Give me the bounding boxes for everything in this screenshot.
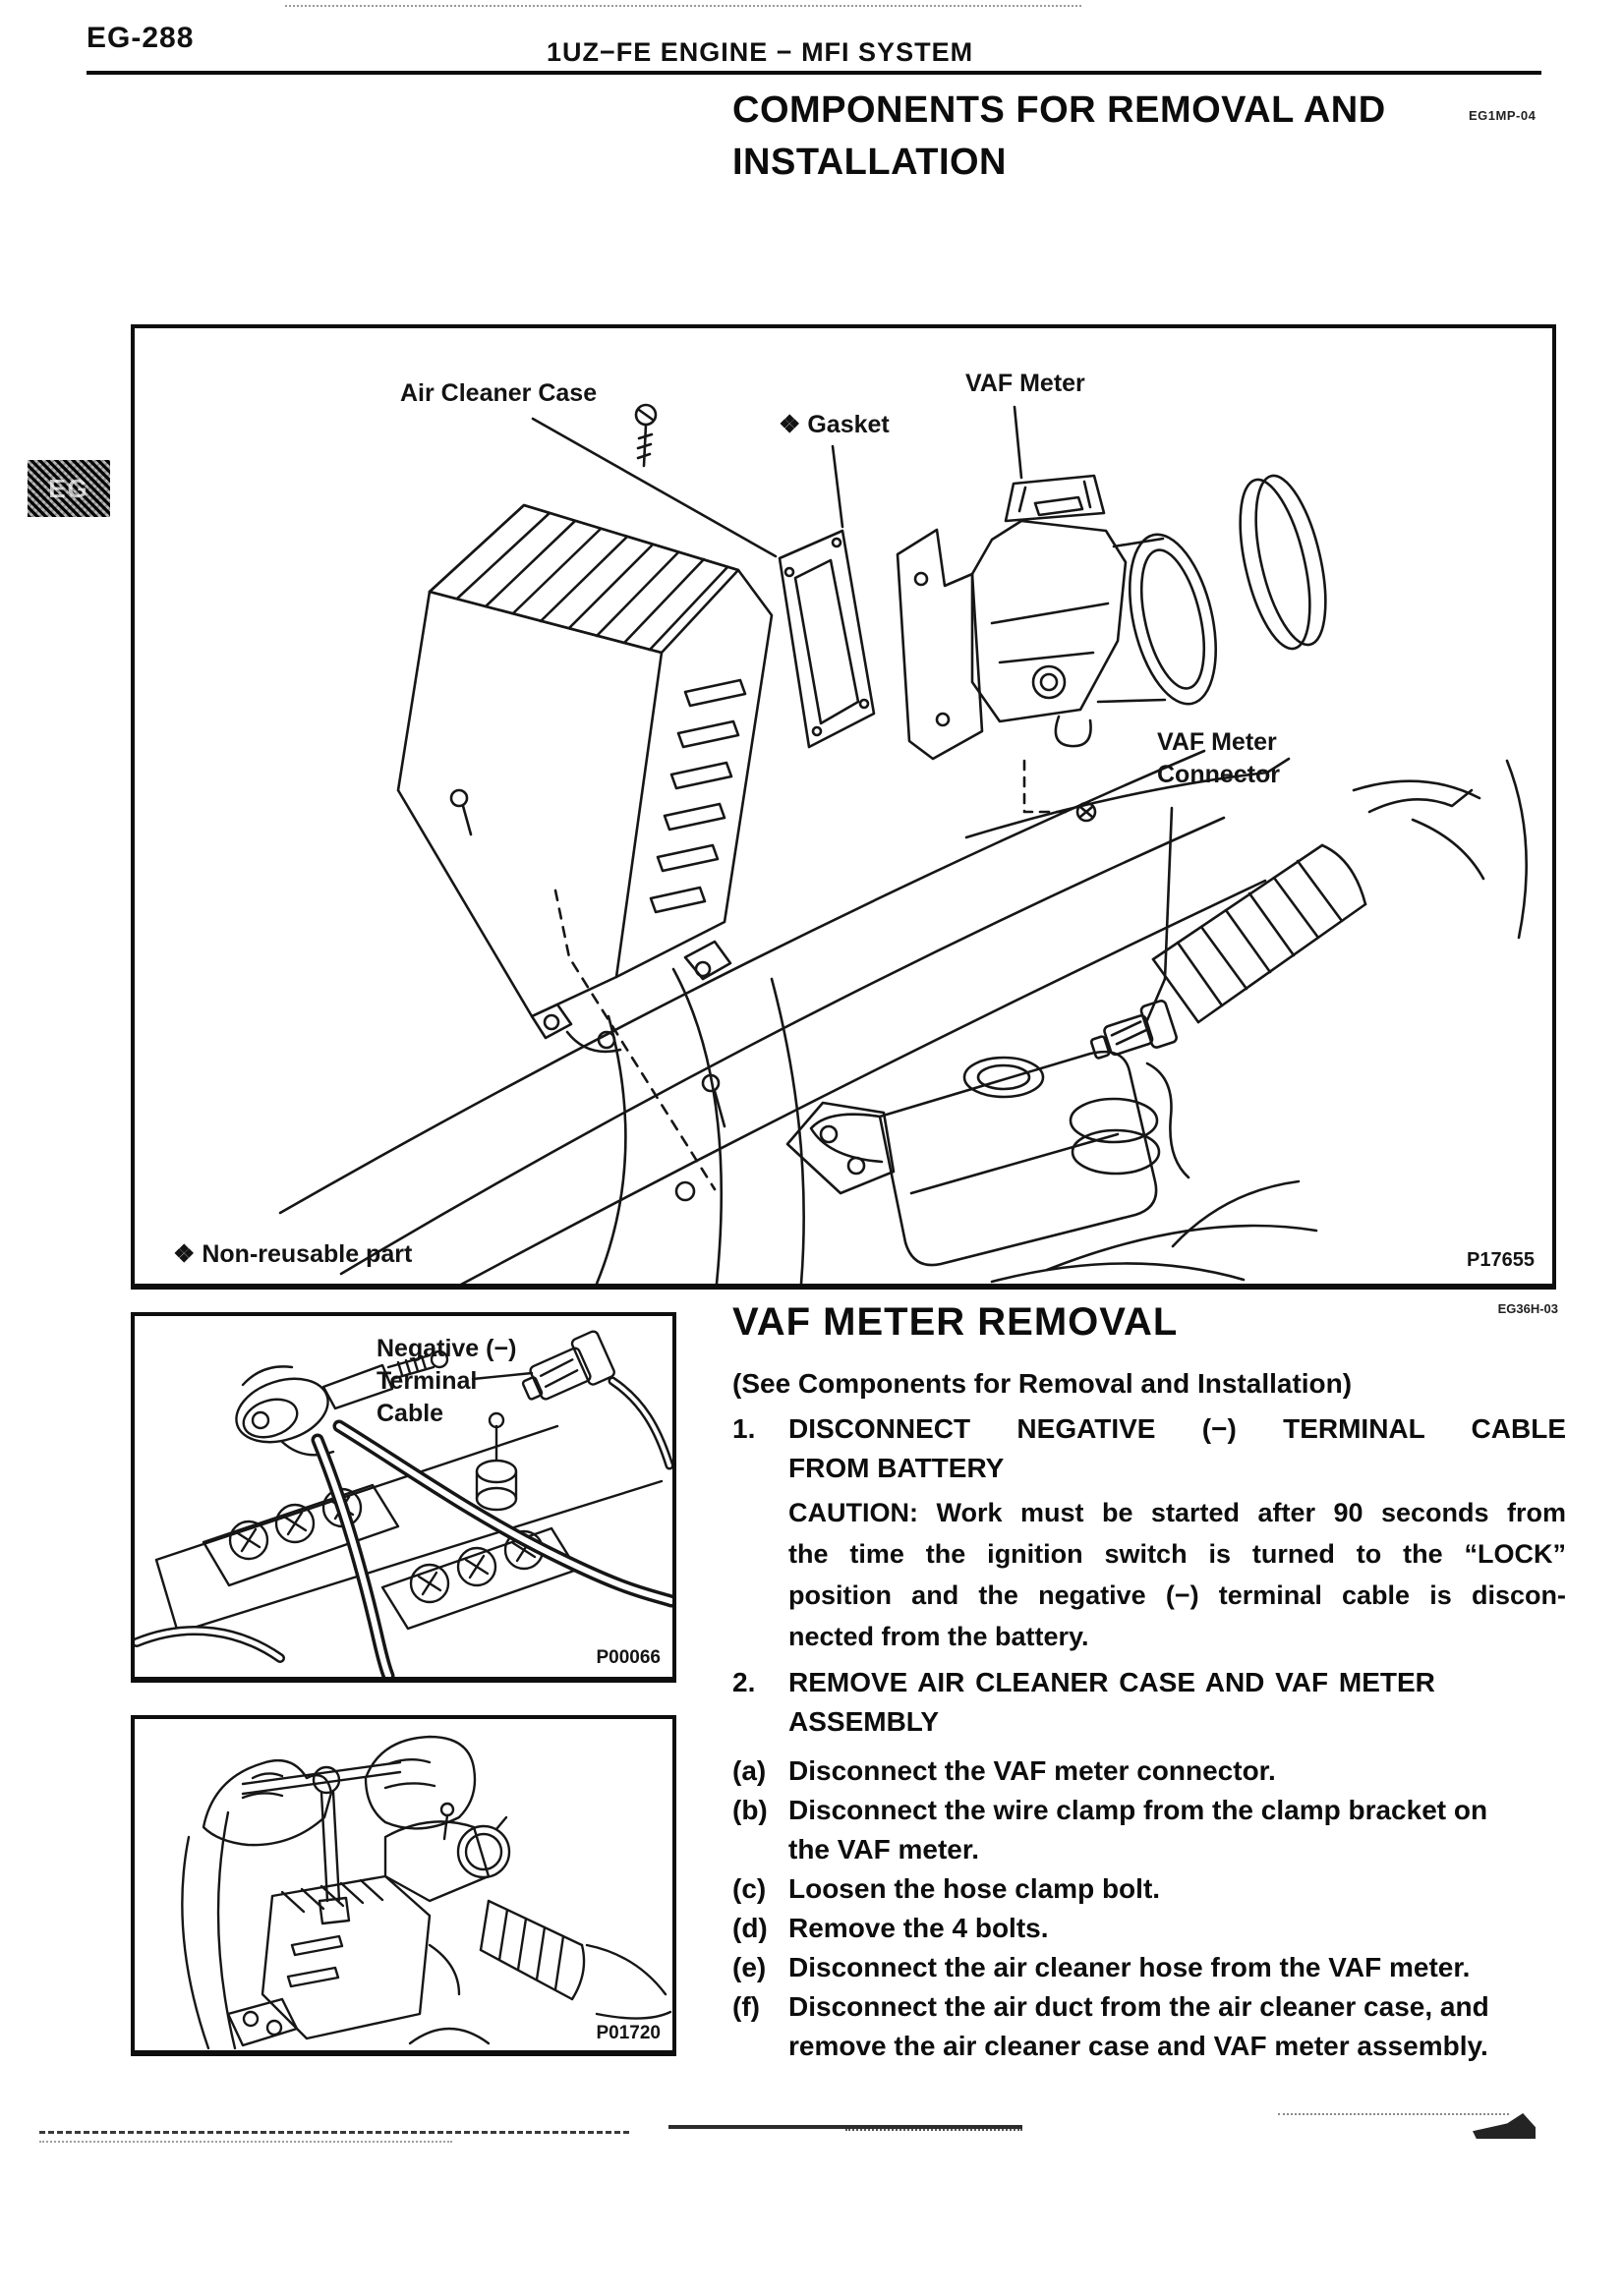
step-1-line2: FROM BATTERY — [788, 1453, 1005, 1483]
substep-a-text: Disconnect the VAF meter connector. — [788, 1755, 1276, 1786]
label-vaf-meter-connector-line1: VAF Meter — [1157, 728, 1277, 756]
substep-e — [732, 1948, 1566, 1987]
substep-d-number: (d) — [732, 1913, 768, 1943]
substep-e-number: (e) — [732, 1952, 767, 1982]
air-cleaner-case-drawing — [398, 505, 772, 1052]
substep-f-text-line1: Disconnect the air duct from the air cleaner case, and — [788, 1991, 1489, 2022]
substep-f — [732, 1987, 1566, 2066]
engine-bay-drawing — [135, 1719, 672, 2050]
caution-line1: CAUTION: Work must be started after 90 seconds from — [788, 1498, 1566, 1527]
legend-non-reusable-part: ❖ Non-reusable part — [173, 1240, 413, 1268]
screw-icon — [636, 405, 656, 466]
gasket-drawing — [780, 531, 874, 747]
air-cleaner-assembly — [262, 1804, 509, 2038]
engine-surroundings — [182, 1812, 670, 2048]
step-2-number: 2. — [732, 1667, 756, 1697]
procedure-heading: VAF METER REMOVAL — [732, 1300, 1179, 1344]
step-1 — [732, 1409, 1566, 1488]
step-1-line1: DISCONNECT NEGATIVE (−) TERMINAL CABLE — [788, 1413, 1566, 1444]
header-rule — [87, 71, 1541, 75]
vaf-meter-drawing — [898, 476, 1231, 759]
procedure-column — [732, 1299, 1566, 2066]
scan-smudge — [1473, 2113, 1536, 2139]
substep-d — [732, 1909, 1566, 1948]
label-vaf-meter-connector-line2: Connector — [1157, 761, 1280, 788]
caution-line2: the time the ignition switch is turned to the “LOCK” — [788, 1539, 1566, 1569]
figure-code-p00066: P00066 — [596, 1647, 661, 1668]
substep-f-text-line2: remove the air cleaner case and VAF meter assembly. — [788, 2031, 1488, 2061]
components-exploded-drawing — [135, 328, 1552, 1284]
reservoir-and-connector-drawing — [811, 761, 1527, 1282]
label-vaf-meter: VAF Meter — [965, 370, 1085, 397]
figure-code-p17655: P17655 — [1467, 1249, 1535, 1271]
label-negative-terminal-cable — [377, 1333, 516, 1430]
components-figure-box — [131, 324, 1556, 1290]
substep-f-number: (f) — [732, 1991, 760, 2022]
substep-b-text-line1: Disconnect the wire clamp from the clamp bracket on — [788, 1795, 1488, 1825]
figure-code-p01720: P01720 — [596, 2023, 661, 2043]
battery-cables — [137, 1426, 671, 1676]
scan-noise-dots-left — [39, 2141, 452, 2143]
t-handle-wrench — [243, 1762, 400, 1923]
see-note: (See Components for Removal and Installation) — [732, 1368, 1353, 1399]
substep-b-number: (b) — [732, 1795, 768, 1825]
section-title-line2: INSTALLATION — [732, 142, 1007, 183]
hands — [203, 1737, 475, 1845]
substep-c-number: (c) — [732, 1873, 767, 1904]
scan-noise-top-dots — [285, 5, 1081, 7]
section-title-line1: COMPONENTS FOR REMOVAL AND — [732, 89, 1386, 131]
hose-seal-ring-drawing — [1227, 470, 1339, 656]
substep-e-text: Disconnect the air cleaner hose from the VAF meter. — [788, 1952, 1471, 1982]
header-title: 1UZ−FE ENGINE − MFI SYSTEM — [547, 37, 974, 67]
label-negative-line2: Terminal — [377, 1367, 478, 1395]
caution-line3: position and the negative (−) terminal cable is discon- — [788, 1580, 1566, 1610]
accordion-hose — [481, 1901, 584, 1999]
scan-noise-dashes — [39, 2131, 629, 2134]
label-negative-line3: Cable — [377, 1400, 444, 1427]
label-vaf-meter-connector — [1157, 726, 1280, 791]
step-2-line1: REMOVE AIR CLEANER CASE AND VAF METER — [788, 1667, 1435, 1697]
caution-line4: nected from the battery. — [788, 1622, 1089, 1651]
label-air-cleaner-case: Air Cleaner Case — [400, 379, 598, 407]
caution-block — [788, 1492, 1566, 1657]
substep-b — [732, 1791, 1566, 1869]
procedure-code: EG36H-03 — [1497, 1301, 1558, 1316]
battery-figure-box — [131, 1312, 676, 1683]
substep-b-text-line2: the VAF meter. — [788, 1834, 979, 1865]
margin-tab-eg — [28, 460, 110, 517]
substep-a-number: (a) — [732, 1755, 767, 1786]
step-2-line2: ASSEMBLY — [788, 1706, 940, 1737]
section-title-code: EG1MP-04 — [1469, 108, 1537, 123]
section-title — [732, 85, 1386, 189]
label-negative-line1: Negative (−) — [377, 1335, 517, 1362]
substep-c — [732, 1869, 1566, 1909]
scan-noise-dots — [845, 2129, 1022, 2131]
step-2 — [732, 1663, 1566, 1742]
scan-noise-dots-right — [1278, 2113, 1509, 2115]
substep-list — [732, 1751, 1566, 2066]
engine-bay-figure-box — [131, 1715, 676, 2056]
page-number: EG-288 — [87, 22, 195, 54]
margin-tab-label: EG — [48, 473, 89, 503]
label-gasket: ❖ Gasket — [779, 411, 890, 438]
step-1-number: 1. — [732, 1413, 756, 1444]
substep-c-text: Loosen the hose clamp bolt. — [788, 1873, 1161, 1904]
substep-d-text: Remove the 4 bolts. — [788, 1913, 1049, 1943]
substep-a — [732, 1751, 1566, 1791]
